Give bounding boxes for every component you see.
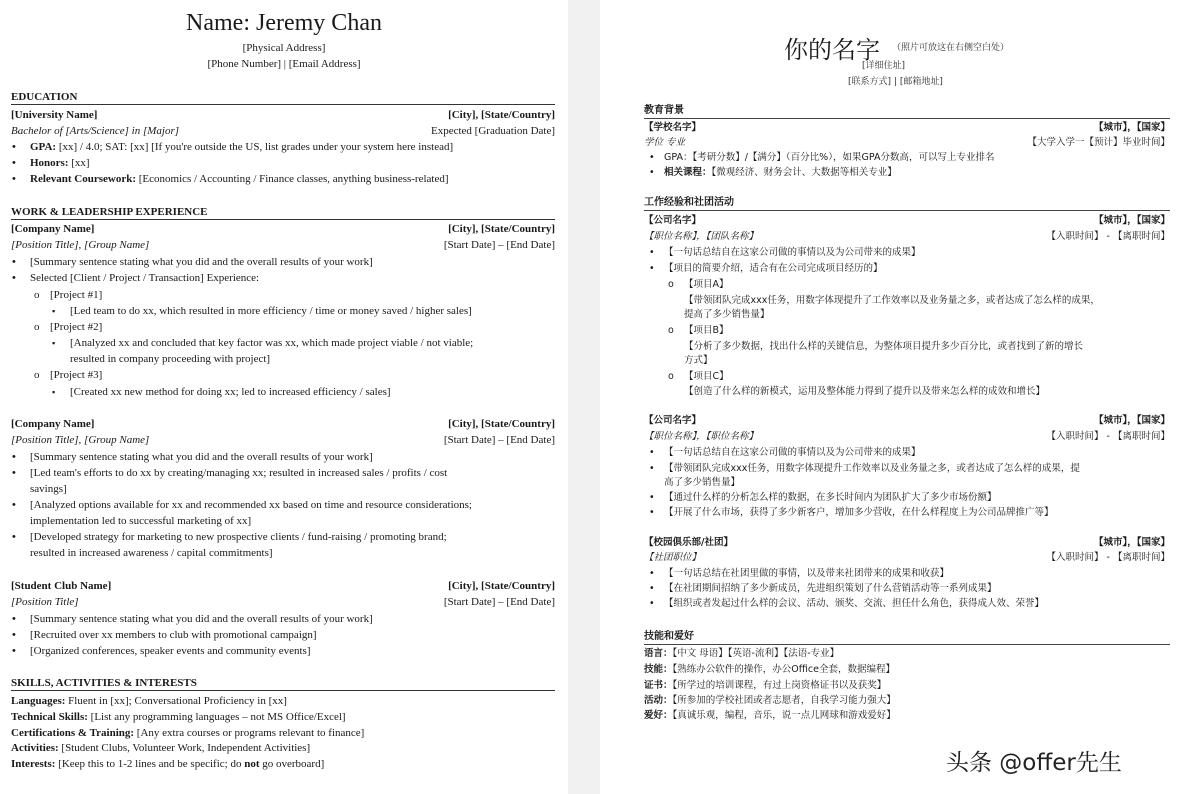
list-item: • [Recruited over xx members to club with promotional campaign] <box>30 627 317 643</box>
watermark: 头条 @offer先生 <box>946 750 1122 776</box>
coursework-bullet: • Relevant Coursework: [Economics / Accounting / Finance classes, anything business-related] <box>30 171 449 187</box>
cn-hobby-row: 爱好：【真诚乐观，编程，音乐，说一点儿网球和游戏爱好】 <box>644 710 896 721</box>
list-item: ▪ [Created xx new method for doing xx; led to increased efficiency / sales] <box>70 384 391 400</box>
list-item: o 【项目C】 <box>684 370 729 384</box>
cn-education-heading: 教育背景 <box>644 104 1170 119</box>
cn-cert-row: 证书：【所学过的培训课程，有过上岗资格证书以及获奖】 <box>644 680 887 691</box>
skills-heading: SKILLS, ACTIVITIES & INTERESTS <box>11 676 555 691</box>
education-heading: EDUCATION <box>11 90 555 105</box>
list-item: • 【一句话总结在社团里做的事情，以及带来社团带来的成果和收获】 <box>664 567 949 581</box>
cn-language-row: 语言：【中文 母语】【英语-流利】【法语-专业】 <box>644 648 840 659</box>
list-item: 【创造了什么样的新模式，运用及整体能力得到了提升以及带来怎么样的成效和增长】 <box>684 386 1046 397</box>
gpa-bullet: • GPA: [xx] / 4.0; SAT: [xx] [If you're outside the US, list grades under your system here instead] <box>30 139 453 155</box>
list-item: 【带领团队完成xxx任务，用数字体现提升了工作效率以及业务量之多，或者达成了怎么样的成果， <box>684 295 1100 306</box>
list-item: • 【一句话总结自在这家公司做的事情以及为公司带来的成果】 <box>664 446 921 460</box>
list-item-continued: implementation led to successful marketing of xx] <box>30 515 252 527</box>
list-item: • 【在社团期间招纳了多少新成员，先进组织策划了什么营销活动等一系列成果】 <box>664 582 997 596</box>
cn-address: [详细住址] <box>862 61 906 71</box>
list-item: • 【通过什么样的分析怎么样的数据，在多长时间内为团队扩大了多少市场份额】 <box>664 491 997 505</box>
list-item: • [Summary sentence stating what you did and the overall results of your work] <box>30 611 373 627</box>
list-item: • GPA：【考研分数】/【满分】（百分比%），如果GPA分数高，可以写上专业排名 <box>664 151 994 165</box>
activities-row: Activities: [Student Clubs, Volunteer Work, Independent Activities] <box>11 742 311 754</box>
cn-activity-row: 活动：【所参加的学校社团或者志愿者，自我学习能力强大】 <box>644 695 896 706</box>
list-item: • 相关课程：【微观经济、财务会计、大数据等相关专业】 <box>664 166 897 180</box>
page-gutter <box>568 0 600 794</box>
list-item: ▪ [Led team to do xx, which resulted in more efficiency / time or money saved / higher sales] <box>70 303 472 319</box>
list-item: • [Summary sentence stating what you did and the overall results of your work] <box>30 254 373 270</box>
list-item: o 【项目B】 <box>684 324 729 338</box>
school-location: [City], [State/Country] <box>448 109 555 121</box>
cn-skill-row: 技能：【熟练办公软件的操作，办公Office全套，数据编程】 <box>644 664 895 675</box>
list-item-continued: 提高了多少销售量】 <box>684 309 770 320</box>
cn-skills-heading: 技能和爱好 <box>644 630 1170 645</box>
list-item-continued: 方式】 <box>684 355 713 366</box>
cn-work-heading: 工作经验和社团活动 <box>644 196 1170 211</box>
list-item-continued: resulted in company proceeding with project] <box>70 353 271 365</box>
list-item: • 【带领团队完成xxx任务，用数字体现提升工作效率以及业务量之多，或者达成了怎么样的成果，提 <box>664 462 1080 476</box>
list-item: • [Summary sentence stating what you did and the overall results of your work] <box>30 449 373 465</box>
list-item: • 【开展了什么市场，获得了多少新客户，增加多少营收，在什么样程度上为公司品牌推广等】 <box>664 506 1054 520</box>
list-item: o 【项目A】 <box>684 278 729 292</box>
english-resume: Name: Jeremy Chan [Physical Address] [Phone Number] | [Email Address] EDUCATION [University Name] [City], [State/Country] Bachelor of [Arts/Science] in [Major] Expected [Graduation Date] • GPA: [xx] / 4.0; SAT: [xx] [If you're outside the US, list grades under your system here instead] • Honors: [xx] • Relevant Coursework: [Economics / Accounting / Finance classes, anything business-related] WORK & LEADERSHIP EXPERIENCE [Company Name] [City], [State/Country] [Position Title], [Group Name] [Start Date] – [End Date] • [Summary sentence stating what you did and the overall results of your work] • Selected [Client / Project / Transaction] Experience: o [Project #1] ▪ [Led team to do xx, which resulted in more efficiency / time or money saved / higher sales] o [Project #2] ▪ [Analyzed xx and concluded that key factor was xx, which made project viable / not viable; resulted in company proceeding with project] o [Project #3] ▪ [Created xx new method for doing xx; led to increased efficiency / sales] [Company Name] [City], [State/Country] [Position Title], [Group Name] [Start Date] – [End Date] • [Summary sentence stating what you did and the overall results of your work] • [Led team's efforts to do xx by creating/managing xx; resulted in increased sales / profits / cost savings] • [Analyzed options available for xx and recommended xx based on time and resource considerations; implementation led to successful marketing of xx] • [Developed strategy for marketing to new prospective clients / fund-raising / promoting brand; resulted in increased awareness / capital commitments] [Student Club Name] [City], [State/Country] [Position Title] [Start Date] – [End Date] • [Summary sentence stating what you did and the overall results of your work] • [Recruited over xx members to club with promotional campaign] • [Organized conferences, speaker events and community events] SKILLS, ACTIVITIES & INTERESTS Languages: Fluent in [xx]; Conversational Proficiency in [xx] Technical Skills: [List any programming languages – not MS Office/Excel] Certifications & Training: [Any extra courses or programs relevant to finance] Activities: [Student Clubs, Volunteer Work, Independent Activities] Interests: [Keep this to 1-2 lines and be specific; do not go overboard] <box>0 0 568 794</box>
interests-row: Interests: [Keep this to 1-2 lines and be specific; do not go overboard] <box>11 758 325 770</box>
list-item: • 【一句话总结自在这家公司做的事情以及为公司带来的成果】 <box>664 246 921 260</box>
physical-address: [Physical Address] <box>242 42 326 54</box>
languages-row: Languages: Fluent in [xx]; Conversational Proficiency in [xx] <box>11 695 287 707</box>
cn-contact: [联系方式] | [邮箱地址] <box>848 77 943 87</box>
list-item: • 【项目的简要介绍，适合有在公司完成项目经历的】 <box>664 262 883 276</box>
list-item: • [Developed strategy for marketing to new prospective clients / fund-raising / promoting brand; <box>30 529 447 545</box>
list-item: o [Project #1] <box>50 287 102 303</box>
work-heading: WORK & LEADERSHIP EXPERIENCE <box>11 205 555 220</box>
graduation-date: Expected [Graduation Date] <box>431 125 555 137</box>
list-item-continued: resulted in increased awareness / capital commitments] <box>30 547 273 559</box>
list-item: • [Analyzed options available for xx and recommended xx based on time and resource considerations; <box>30 497 472 513</box>
list-item: • [Organized conferences, speaker events and community events] <box>30 643 311 659</box>
school-name: [University Name] <box>11 109 98 121</box>
list-item: o [Project #3] <box>50 367 102 383</box>
contact-line: [Phone Number] | [Email Address] <box>207 58 361 70</box>
list-item: • 【组织或者发起过什么样的会议、活动、颁奖、交流、担任什么角色，获得成人效、荣誉】 <box>664 597 1044 611</box>
list-item-continued: 高了多少销售量】 <box>664 477 741 488</box>
list-item: • Selected [Client / Project / Transaction] Experience: <box>30 270 259 286</box>
list-item: 【分析了多少数据，找出什么样的关键信息，为整体项目提升多少百分比，或者找到了新的增长 <box>684 341 1084 352</box>
honors-bullet: • Honors: [xx] <box>30 155 90 171</box>
list-item: ▪ [Analyzed xx and concluded that key factor was xx, which made project viable / not viable; <box>70 335 473 351</box>
certifications-row: Certifications & Training: [Any extra courses or programs relevant to finance] <box>11 727 365 739</box>
list-item-continued: savings] <box>30 483 67 495</box>
degree: Bachelor of [Arts/Science] in [Major] <box>11 125 180 137</box>
list-item: • [Led team's efforts to do xx by creating/managing xx; resulted in increased sales / profits / cost <box>30 465 447 481</box>
resume-name: Name: Jeremy Chan <box>186 10 382 36</box>
technical-skills-row: Technical Skills: [List any programming languages – not MS Office/Excel] <box>11 711 346 723</box>
cn-photo-note: （照片可放这在右侧空白处） <box>892 43 1010 53</box>
chinese-resume: 你的名字 （照片可放这在右侧空白处） [详细住址] [联系方式] | [邮箱地址] 教育背景 【学校名字】 【城市】，【国家】 学位 专业 【大学入学一【预计】毕业时间】 • GPA：【考研分数】/【满分】（百分比%），如果GPA分数高，可以写上专业排名 • 相关课程：【微观经济、财务会计、大数据等相关专业】 工作经验和社团活动 【公司名字】 【城市】，【国家】 【职位名称】，【团队名称】 【入职时间】 - 【离职时间】 • 【一句话总结自在这家公司做的事情以及为公司带来的成果】 • 【项目的简要介绍，适合有在公司完成项目经历的】 o 【项目A】 【带领团队完成xxx任务，用数字体现提升了工作效率以及业务量之多，或者达成了怎么样的成果， 提高了多少销售量】 o 【项目B】 【分析了多少数据，找出什么样的关键信息，为整体项目提升多少百分比，或者找到了新的增长 方式】 o 【项目C】 【创造了什么样的新模式，运用及整体能力得到了提升以及带来怎么样的成效和增长】 【公司名字】 【城市】，【国家】 【职位名称】，【职位名称】 【入职时间】 - 【离职时间】 • 【一句话总结自在这家公司做的事情以及为公司带来的成果】 • 【带领团队完成xxx任务，用数字体现提升工作效率以及业务量之多，或者达成了怎么样的成果，提 高了多少销售量】 • 【通过什么样的分析怎么样的数据，在多长时间内为团队扩大了多少市场份额】 • 【开展了什么市场，获得了多少新客户，增加多少营收，在什么样程度上为公司品牌推广等】 【校园俱乐部/社团】 【城市】，【国家】 【社团职位】 【入职时间】 - 【离职时间】 • 【一句话总结在社团里做的事情，以及带来社团带来的成果和收获】 • 【在社团期间招纳了多少新成员，先进组织策划了什么营销活动等一系列成果】 • 【组织或者发起过什么样的会议、活动、颁奖、交流、担任什么角色，获得成人效、荣誉】 技能和爱好 语言：【中文 母语】【英语-流利】【法语-专业】 技能：【熟练办公软件的操作，办公Office全套，数据编程】 证书：【所学过的培训课程，有过上岗资格证书以及获奖】 活动：【所参加的学校社团或者志愿者，自我学习能力强大】 爱好：【真诚乐观，编程，音乐，说一点儿网球和游戏爱好】 <box>600 0 1200 794</box>
list-item: o [Project #2] <box>50 319 102 335</box>
cn-resume-name: 你的名字 <box>784 36 880 64</box>
